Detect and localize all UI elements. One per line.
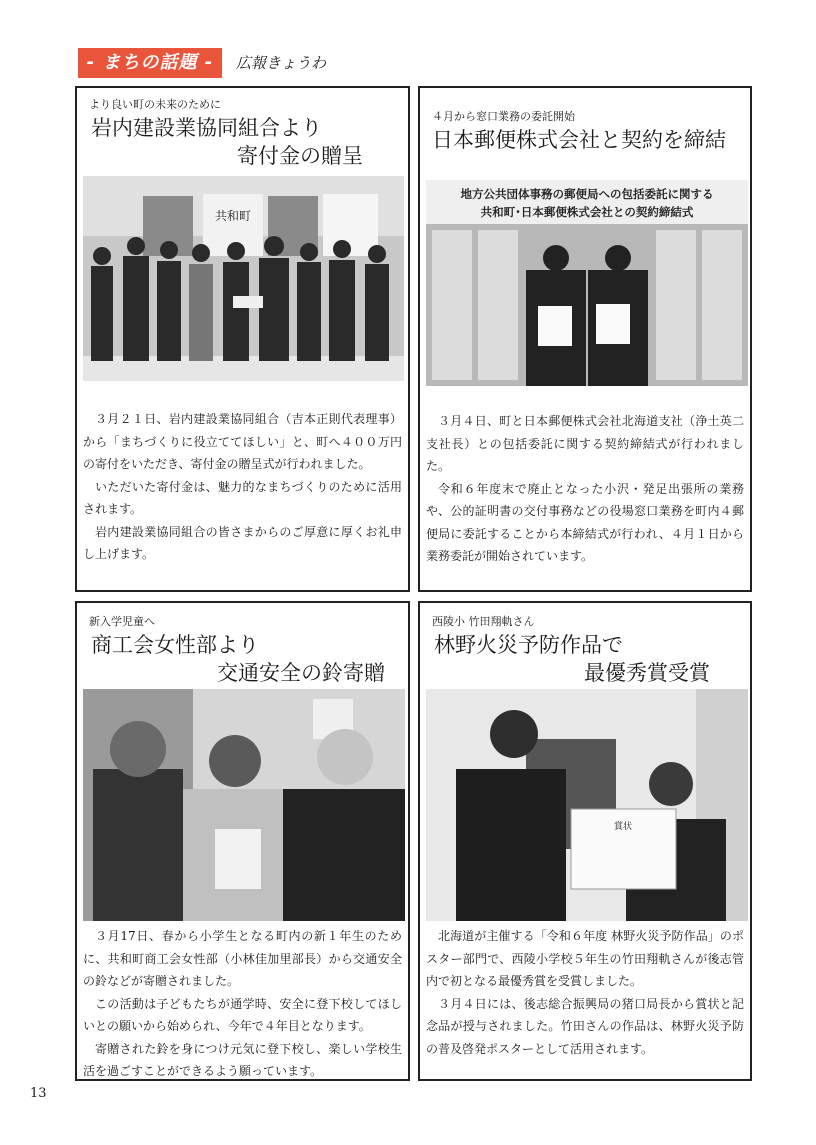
article-title-line2: 寄付金の贈呈 — [237, 144, 363, 168]
article-postal-contract — [418, 86, 752, 592]
article-safety-bells — [75, 601, 410, 1081]
article-kicker: 新入学児童へ — [89, 615, 155, 628]
photo-bell-donation — [83, 689, 405, 921]
article-title-line2: 最優秀賞受賞 — [584, 661, 710, 685]
paragraph: 岩内建設業協同組合の皆さまからのご厚意に厚くお礼申し上げます。 — [83, 524, 402, 561]
page-number: 13 — [30, 1086, 47, 1101]
banner-text: 共和町 — [214, 209, 252, 223]
photo-contract-signing — [426, 180, 748, 386]
article-body — [83, 408, 402, 566]
paragraph: ３月４日、町と日本郵便株式会社北海道支社（浄土英二支社長）との包括委託に関する契約締結式が行われました。 — [426, 414, 744, 473]
paragraph: ３月４日には、後志総合振興局の猪口局長から賞状と記念品が授与されました。竹田さんの作品は、林野火災予防の普及啓発ポスターとして活用されます。 — [426, 996, 744, 1056]
paragraph: ３月17日、春から小学生となる町内の新１年生のために、共和町商工会女性部（小林佳加里部長）から交通安全の鈴などが寄贈されました。 — [83, 929, 402, 988]
paragraph: 北海道が主催する「令和６年度 林野火災予防作品」のポスター部門で、西陵小学校５年生の竹田翔軌さんが後志管内で初となる最優秀賞を受賞しました。 — [426, 929, 744, 988]
paragraph: この活動は子どもたちが通学時、安全に登下校してほしいとの願いから始められ、今年で４年目となります。 — [83, 996, 402, 1033]
article-fire-prevention-award — [418, 601, 752, 1081]
photo-award-ceremony — [426, 689, 748, 921]
article-body — [426, 925, 744, 1060]
article-donation — [75, 86, 410, 592]
article-kicker: 西陵小 竹田翔軌さん — [432, 615, 535, 628]
paragraph: 令和６年度末で廃止となった小沢・発足出張所の業務や、公的証明書の交付事務などの役場窓口業務を町内４郵便局に委託することから本締結式が行われ、４月１日から業務委託が開始されています。 — [426, 481, 744, 563]
article-title-line1: 商工会女性部より — [91, 633, 259, 657]
paragraph: ３月２１日、岩内建設業協同組合（吉本正則代表理事）から「まちづくりに役立ててほしい」と、町へ４００万円の寄付をいただき、寄付金の贈呈式が行われました。 — [83, 412, 402, 471]
article-title-line2: 交通安全の鈴寄贈 — [217, 661, 385, 685]
article-title-line1: 岩内建設業協同組合より — [91, 116, 322, 140]
banner-line1: 地方公共団体事務の郵便局への包括委託に関する — [460, 187, 714, 201]
article-kicker: ４月から窓口業務の委託開始 — [432, 110, 575, 123]
publication-name: 広報きょうわ — [236, 54, 327, 72]
paragraph: いただいた寄付金は、魅力的なまちづくりのために活用されます。 — [83, 479, 402, 516]
article-body — [426, 410, 744, 568]
banner-line2: 共和町･日本郵便株式会社との契約締結式 — [480, 205, 694, 219]
article-kicker: より良い町の未来のために — [89, 98, 221, 111]
section-tag: - まちの話題 - — [78, 48, 222, 78]
article-body — [83, 925, 402, 1083]
certificate-text: 賞状 — [613, 822, 633, 832]
paragraph: 寄贈された鈴を身につけ元気に登下校し、楽しい学校生活を過ごすことができるよう願っています。 — [83, 1041, 402, 1078]
photo-donation-ceremony — [83, 176, 404, 381]
article-title-line1: 林野火災予防作品で — [434, 633, 623, 657]
article-title-line1: 日本郵便株式会社と契約を締結 — [432, 128, 726, 152]
